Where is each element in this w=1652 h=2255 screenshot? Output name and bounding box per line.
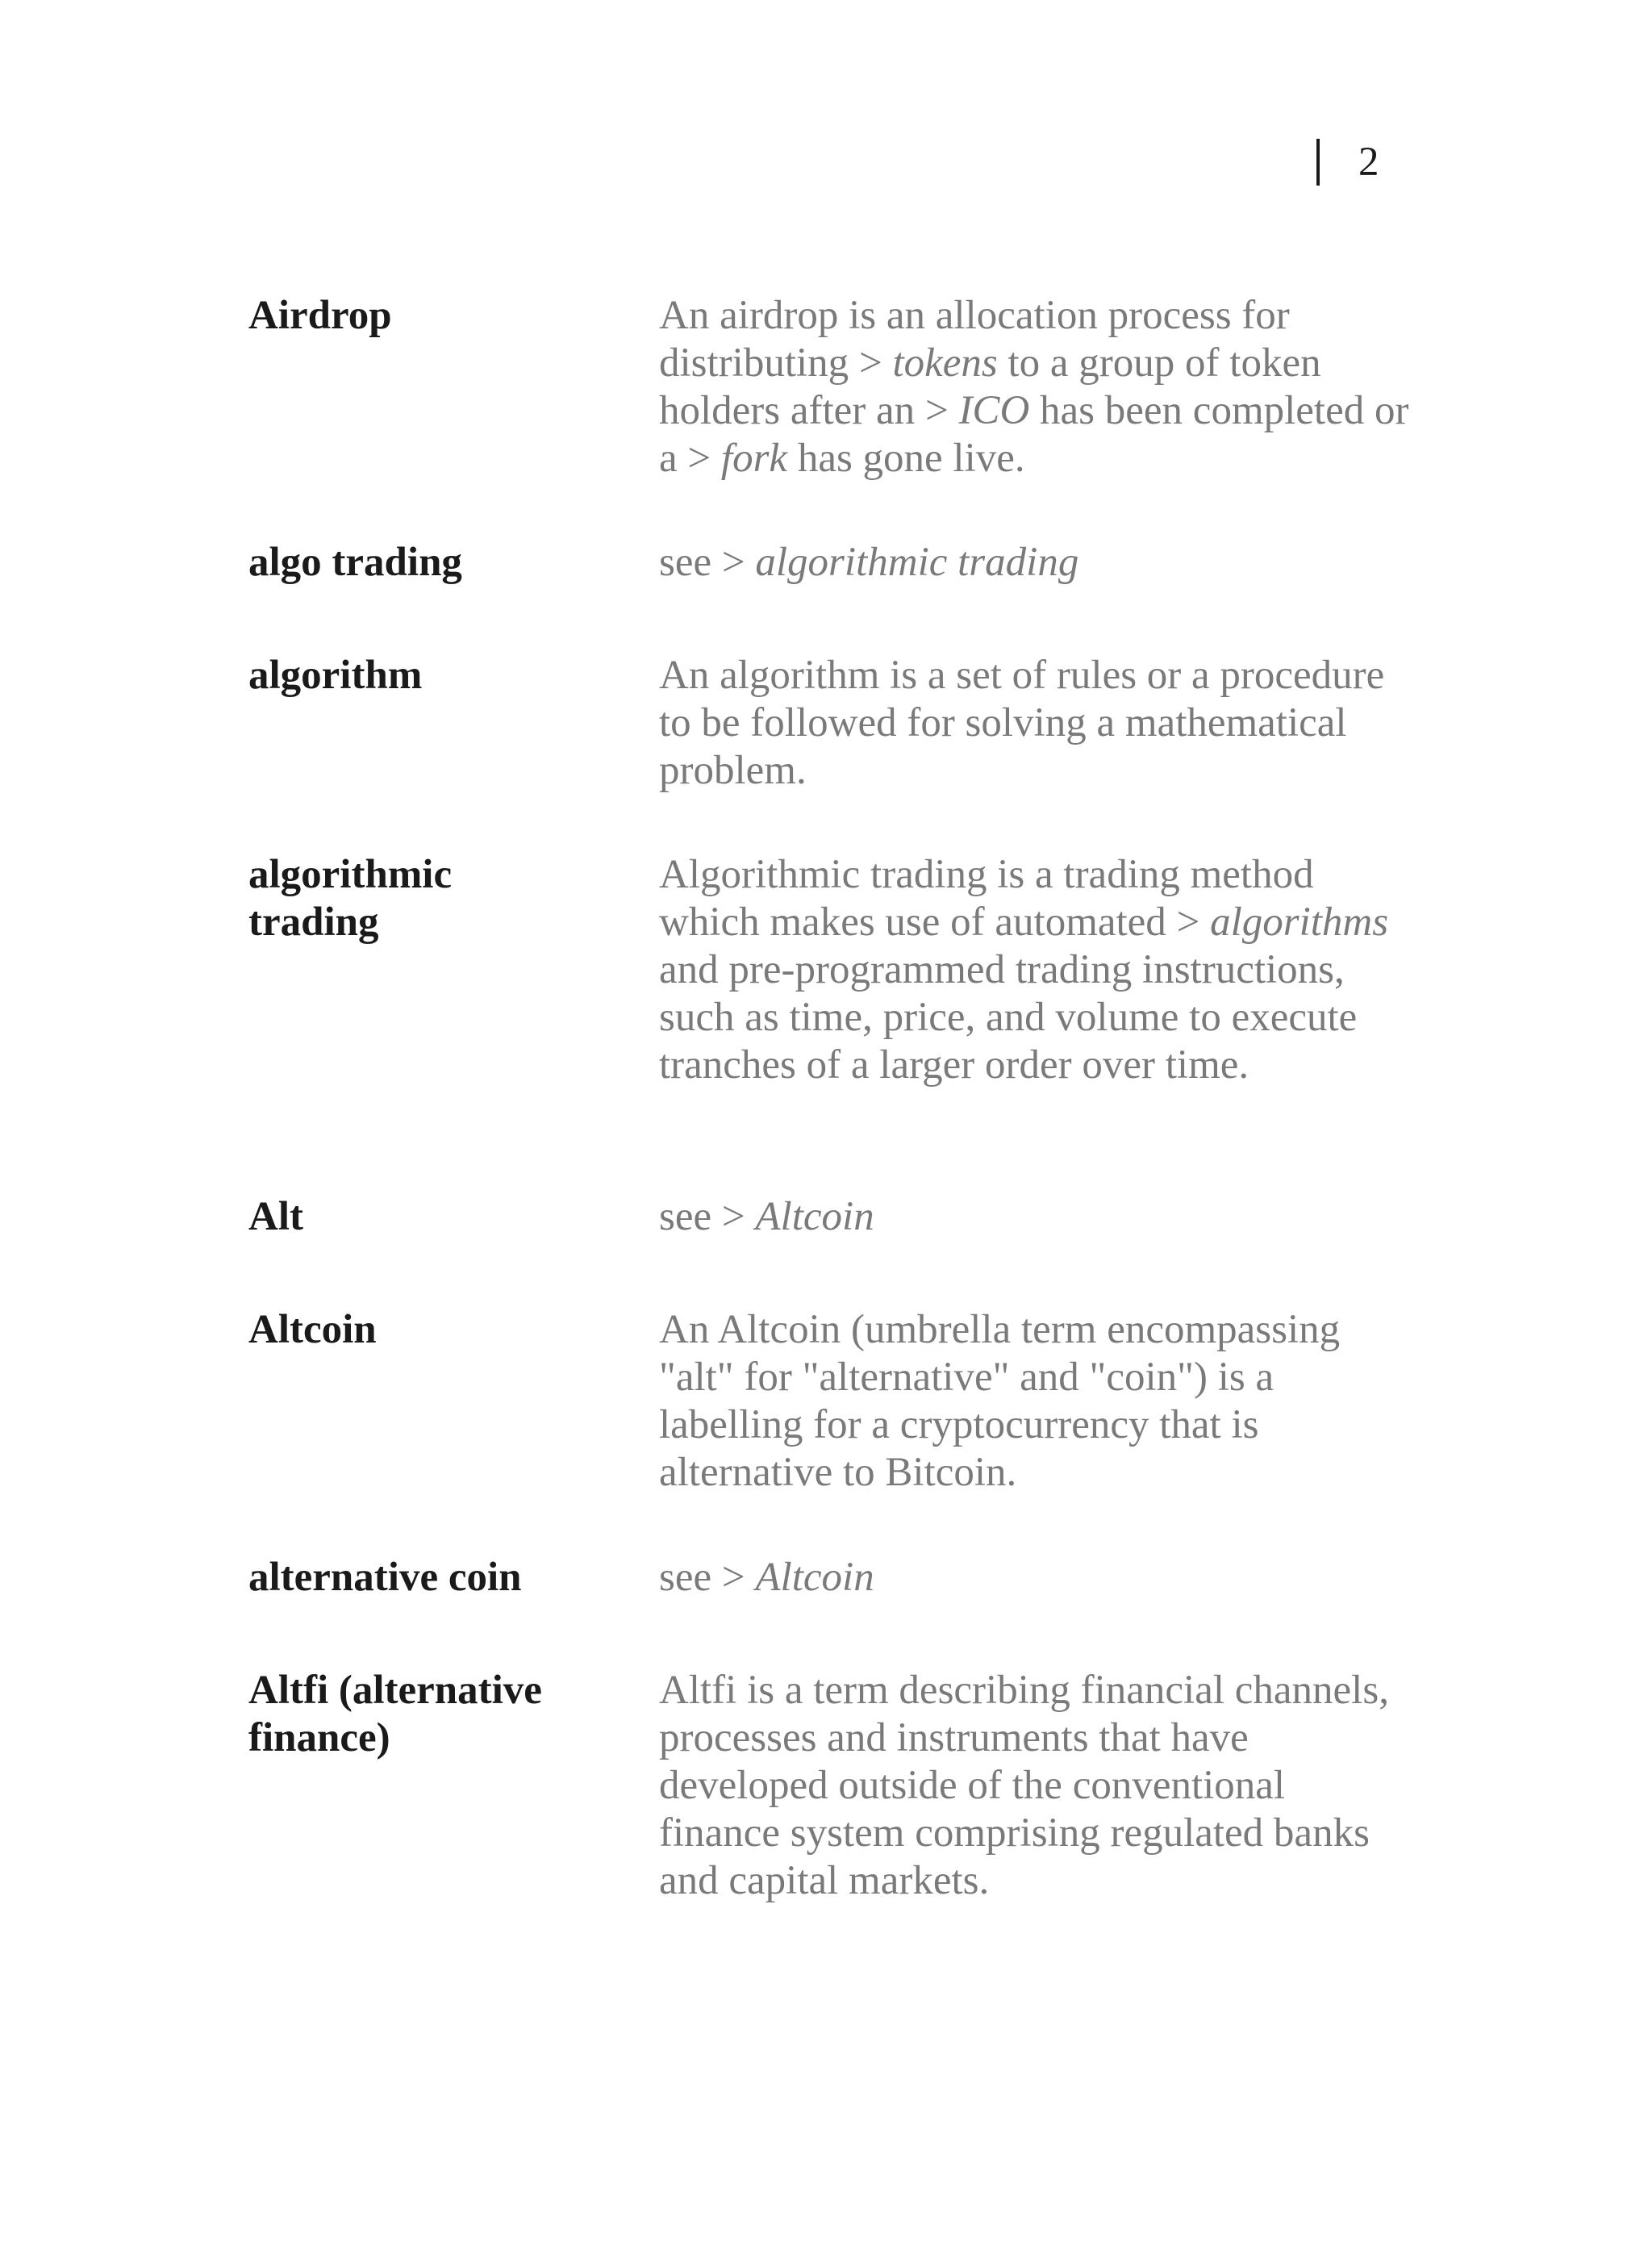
term: alternative coin [248,1555,522,1600]
definition-text: has gone live. [787,436,1025,481]
definition-text: and pre-programmed trading instructions, such as time, price, and volume to execute tranches of a larger order over time. [659,947,1358,1088]
definition-text: to a group of token holders after an [659,340,1321,433]
definition-text: see > [659,1194,756,1239]
definition [659,851,1409,1089]
definition-text: > [1176,900,1211,945]
definition [659,539,1409,587]
cross-reference-link: tokens [892,340,998,386]
term: Altfi (alternative finance) [248,1668,542,1760]
definition-text: see > [659,540,756,585]
cross-reference-link: Altcoin [755,1555,874,1600]
term: algo trading [248,540,462,585]
definition-text: Algorithmic trading is a trading method which makes use of automated [659,852,1314,945]
definition-text: An algorithm is a set of rules or a procedure to be followed for solving a mathematical problem. [659,653,1385,793]
definition-text: Altfi is a term describing financial channels, processes and instruments that have developed outside of the conventional finance system comprising regulated banks and capital markets. [659,1668,1389,1903]
definition [659,1306,1409,1497]
definition [659,652,1409,795]
definition [659,292,1409,482]
definition-text: > [687,436,721,481]
definition-text: An Altcoin (umbrella term encompassing "alt" for "alternative" and "coin") is a labelling for a cryptocurrency that is alternative to Bitcoin. [659,1307,1341,1495]
definition-text: see > [659,1555,756,1600]
definition-text: An airdrop is an allocation process for distributing [659,293,1290,386]
term: Airdrop [248,293,392,338]
cross-reference-link: algorithms [1210,900,1389,945]
page-number: 2 [1358,139,1379,185]
cross-reference-link: algorithmic trading [755,540,1079,585]
definition-text: has been completed or a [659,388,1409,481]
cross-reference-link: Altcoin [755,1194,874,1239]
term: algorithm [248,653,423,698]
cross-reference-link: fork [720,436,788,481]
page-number-area [1316,137,1379,187]
term: algorithmic trading [248,852,453,945]
definition-text: > [858,340,893,386]
definition [659,1667,1409,1905]
cross-reference-link: ICO [958,388,1030,433]
definition [659,1554,1409,1601]
definition [659,1193,1409,1241]
definition-text: > [924,388,959,433]
term: Alt [248,1194,303,1239]
page-rule [1316,139,1320,186]
term: Altcoin [248,1307,377,1352]
